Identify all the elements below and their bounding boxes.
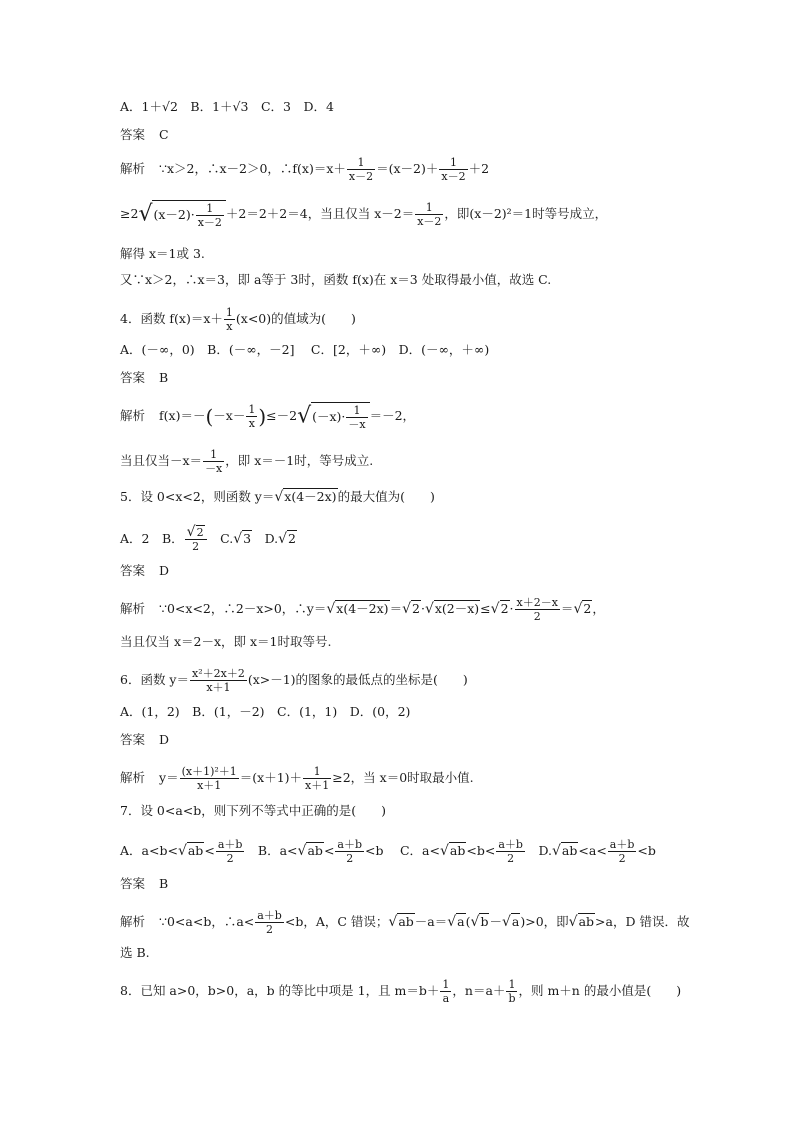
q5-solution-line-1: 解析 ∵0<x<2，∴2－x>0，∴y＝√x(4－2x)＝√2·√x(2－x)≤√2· $\frac{x+2-x}{2}$ ＝√2， [120, 596, 605, 623]
fraction: $\frac{1}{x-2}$ [417, 201, 442, 228]
fraction: $\frac{\text{(x＋1)²＋1}}{x+1}$ [181, 765, 237, 792]
square-root: √ab [552, 843, 578, 859]
answer-value: C [159, 127, 169, 142]
q7-options: A．a<b<√ab< $\frac{a+b}{2}$ B．a<√ab< $\frac{a+b}{2}$ <b C．a<√ab<b< $\frac{a+b}{2}$ D.√ab<a< $\frac{a+b}{2}$ <b [120, 838, 656, 865]
q7-solution-line-2: 选 B. [120, 945, 150, 960]
fraction: $\frac{1}{-x}$ [348, 404, 366, 431]
fraction: $\frac{a+b}{2}$ [217, 838, 243, 865]
solution-label: 解析 [120, 770, 146, 785]
q6-options: A．(1，2) B．(1，－2) C．(1，1) D．(0，2) [120, 704, 411, 719]
solution-label: 解析 [120, 161, 146, 176]
square-root: √ab [177, 843, 204, 859]
square-root: √3 [233, 531, 252, 547]
square-root: √(x－2)· $\frac{1}{x-2}$ [138, 200, 225, 229]
answer-value: B [159, 370, 169, 385]
square-root: √b [470, 914, 489, 930]
solution-label: 解析 [120, 914, 146, 929]
square-root: √ab [297, 843, 323, 859]
q4-stem: 4．函数 f(x)＝x＋ $\frac{1}{x}$ (x<0)的值域为( ) [120, 306, 356, 333]
fraction: $\frac{a+b}{2}$ [257, 909, 282, 936]
q5-answer [120, 562, 169, 580]
fraction: $\frac{a+b}{2}$ [609, 838, 635, 865]
fraction: $\frac{1}{x+1}$ [305, 765, 330, 792]
fraction: $\frac{√2}{2}$ [185, 526, 207, 553]
q4-options: A．(－∞，0) B．(－∞，－2] C．[2，＋∞) D．(－∞，＋∞) [120, 342, 490, 357]
q3-solution-line-3: 解得 x＝1或 3. [120, 246, 205, 261]
q5-stem: 5．设 0<x<2，则函数 y＝√x(4－2x)的最大值为( ) [120, 489, 435, 505]
fraction: $\frac{a+b}{2}$ [337, 838, 363, 865]
square-root: √ab [568, 914, 595, 930]
q5-solution-line-2: 当且仅当 x＝2－x，即 x＝1时取等号. [120, 634, 332, 649]
answer-value: D [159, 732, 170, 747]
fraction: $\frac{x+2-x}{2}$ [516, 596, 558, 623]
fraction: $\frac{1}{b}$ [508, 978, 516, 1005]
square-root: √2 [402, 601, 420, 617]
fraction: $\frac{a+b}{2}$ [498, 838, 523, 865]
fraction: $\frac{\text{x²＋2x＋2}}{x+1}$ [192, 667, 245, 694]
q3-solution-line-1: 解析 ∵x＞2，∴x－2＞0，∴f(x)＝x＋ $\frac{1}{x-2}$ ＝(x－2)＋ $\frac{1}{x-2}$ ＋2 [120, 156, 490, 183]
q6-answer [120, 731, 169, 749]
fraction: $\frac{1}{-x}$ [205, 448, 223, 475]
fraction: $\frac{1}{x-2}$ [197, 202, 222, 229]
q6-stem: 6．函数 y＝ $\frac{\text{x²＋2x＋2}}{x+1}$ (x>－1)的图象的最低点的坐标是( ) [120, 667, 468, 694]
answer-label: 答案 [120, 370, 146, 385]
answer-label: 答案 [120, 876, 146, 891]
answer-label: 答案 [120, 127, 146, 142]
q6-solution: 解析 y＝ $\frac{\text{(x＋1)²＋1}}{x+1}$ ＝(x＋1)＋ $\frac{1}{x+1}$ ≥2，当 x＝0时取最小值. [120, 765, 474, 792]
square-root: √2 [278, 531, 296, 547]
q3-solution-line-2: ≥2√(x－2)· $\frac{1}{x-2}$ ＋2＝2＋2＝4，当且仅当 x－2＝ $\frac{1}{x-2}$ ，即(x－2)²＝1时等号成立， [120, 201, 608, 229]
fraction: $\frac{1}{x-2}$ [348, 156, 374, 183]
q4-answer [120, 369, 168, 387]
square-root: √a [447, 914, 465, 930]
q7-solution-line-1: 解析 ∵0<a<b，∴a< $\frac{a+b}{2}$ <b，A，C 错误；√ab－a＝√a(√b－√a)>0，即√ab>a，D 错误．故 [120, 909, 690, 936]
fraction: $\frac{1}{x-2}$ [441, 156, 466, 183]
q7-stem: 7．设 0<a<b，则下列不等式中正确的是( ) [120, 803, 387, 818]
q4-solution-line-2: 当且仅当－x＝ $\frac{1}{-x}$ ，即 x＝－1时，等号成立. [120, 448, 374, 475]
fraction: $\frac{1}{a}$ [442, 978, 450, 1005]
square-root: √(－x)· $\frac{1}{-x}$ [297, 402, 370, 431]
solution-label: 解析 [120, 408, 146, 423]
square-root: √x(2－x) [424, 601, 480, 617]
answer-value: D [159, 563, 170, 578]
square-root: √ab [439, 843, 466, 859]
q3-answer [120, 126, 169, 144]
q3-options: A．1＋√2 B．1＋√3 C．3 D．4 [120, 99, 334, 114]
q7-answer [120, 875, 168, 893]
q3-solution-line-4: 又∵x＞2，∴x＝3，即 a等于 3时，函数 f(x)在 x＝3 处取得最小值，故选 C. [120, 272, 552, 287]
square-root: √ab [388, 914, 414, 930]
fraction: $\frac{1}{x}$ [248, 403, 256, 430]
solution-label: 解析 [120, 601, 146, 616]
square-root: √2 [573, 601, 592, 617]
q4-solution-line-1: 解析 f(x)＝－(－x－ $\frac{1}{x}$ )≤－2√(－x)· $\frac{1}{-x}$ ＝－2， [120, 403, 416, 431]
square-root: √x(4－2x) [326, 601, 389, 617]
square-root: √a [501, 914, 520, 930]
q5-options: A．2 B． $\frac{√2}{2}$ C.√3 D.√2 [120, 524, 296, 553]
fraction: $\frac{1}{x}$ [225, 306, 233, 333]
answer-label: 答案 [120, 732, 146, 747]
q8-stem: 8．已知 a>0，b>0，a，b 的等比中项是 1，且 m＝b＋ $\frac{1}{a}$ ，n＝a＋ $\frac{1}{b}$ ，则 m＋n 的最小值是( ) [120, 978, 682, 1005]
square-root: √2 [490, 601, 509, 617]
answer-label: 答案 [120, 563, 146, 578]
square-root: √2 [186, 524, 204, 540]
answer-value: B [159, 876, 169, 891]
square-root: √x(4－2x) [274, 489, 337, 505]
